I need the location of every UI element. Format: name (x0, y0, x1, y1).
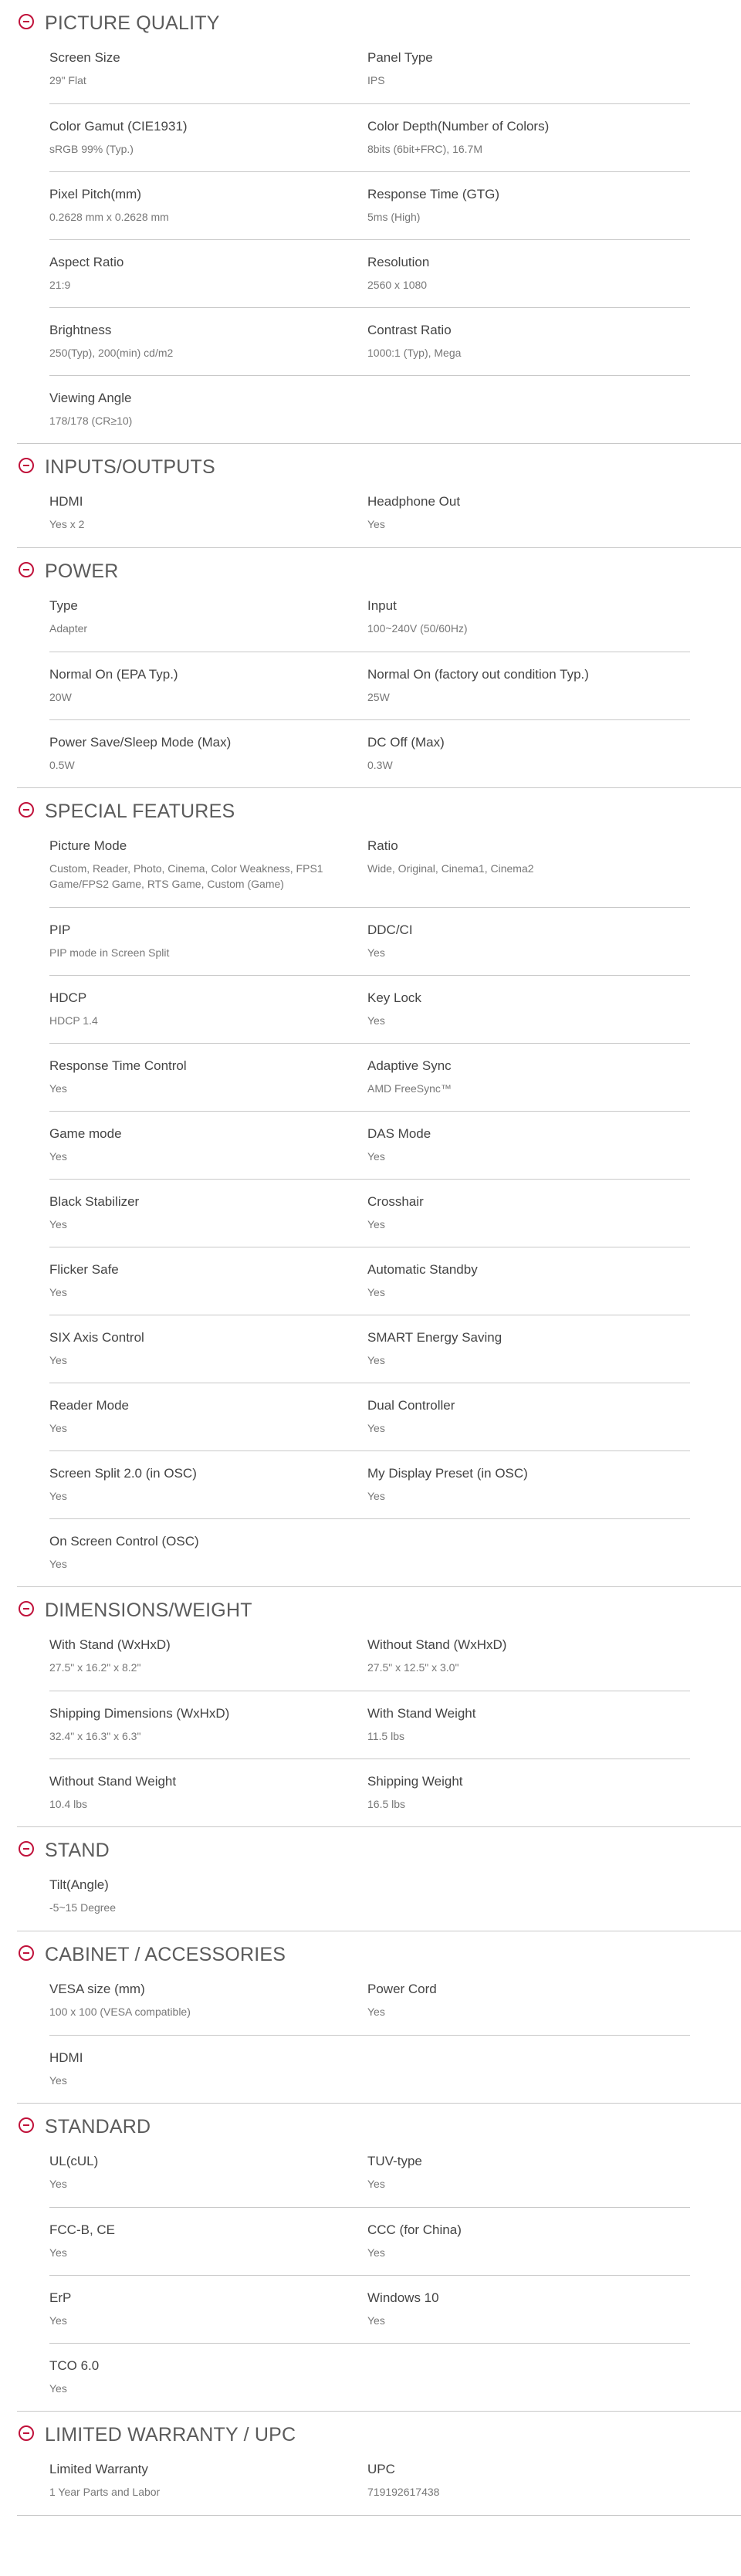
minus-circle-icon[interactable] (19, 1601, 34, 1616)
spec-item (49, 922, 367, 975)
spec-label: Type (49, 598, 78, 613)
spec-row (49, 597, 690, 652)
spec-value: Yes (367, 2006, 385, 2018)
spec-item (49, 2290, 367, 2343)
spec-rows (49, 2461, 690, 2515)
spec-item (49, 734, 367, 787)
spec-value: Wide, Original, Cinema1, Cinema2 (367, 862, 534, 875)
spec-row (49, 2207, 690, 2275)
spec-label: TUV-type (367, 2154, 422, 2168)
spec-item (49, 597, 367, 652)
spec-section (17, 548, 741, 788)
spec-item (49, 1058, 367, 1111)
spec-row (49, 375, 690, 443)
minus-circle-icon[interactable] (19, 2117, 34, 2133)
spec-item (49, 49, 367, 103)
spec-item (367, 2290, 690, 2343)
spec-label: Shipping Dimensions (WxHxD) (49, 1706, 230, 1721)
spec-label: VESA size (mm) (49, 1982, 145, 1996)
spec-item (367, 1705, 690, 1759)
spec-value: 1000:1 (Typ), Mega (367, 347, 462, 359)
spec-value: Yes (49, 1558, 67, 1570)
spec-label: Screen Split 2.0 (in OSC) (49, 1466, 197, 1481)
spec-item (49, 322, 367, 375)
spec-value: 29" Flat (49, 74, 86, 86)
spec-row (49, 1877, 690, 1931)
spec-item (367, 1773, 690, 1826)
spec-label: SMART Energy Saving (367, 1330, 502, 1345)
spec-item (367, 1465, 690, 1518)
spec-item (367, 2153, 690, 2207)
spec-row (49, 1981, 690, 2035)
spec-item (367, 2461, 690, 2515)
spec-row (49, 1315, 690, 1383)
spec-item (49, 1465, 367, 1518)
spec-label: Automatic Standby (367, 1262, 478, 1277)
spec-item (49, 186, 367, 239)
spec-label: Limited Warranty (49, 2462, 148, 2476)
spec-item (49, 1981, 367, 2035)
spec-label: Windows 10 (367, 2290, 439, 2305)
spec-value: 2560 x 1080 (367, 279, 428, 291)
spec-label: Crosshair (367, 1194, 424, 1209)
spec-label: Key Lock (367, 990, 421, 1005)
spec-label: FCC-B, CE (49, 2222, 115, 2237)
spec-item (49, 118, 367, 171)
spec-value: 32.4" x 16.3" x 6.3" (49, 1730, 141, 1742)
section-title: SPECIAL FEATURES (45, 801, 235, 822)
spec-label: HDCP (49, 990, 87, 1005)
spec-item (367, 1637, 690, 1691)
spec-value: Yes (367, 946, 385, 959)
spec-value: 100 x 100 (VESA compatible) (49, 2006, 191, 2018)
spec-value: IPS (367, 74, 385, 86)
section-title: CABINET / ACCESSORIES (45, 1944, 286, 1965)
spec-value: Yes (367, 518, 385, 530)
spec-item (49, 2050, 367, 2103)
spec-value: 27.5" x 12.5" x 3.0" (367, 1661, 459, 1674)
minus-circle-icon[interactable] (19, 14, 34, 29)
spec-item (367, 1397, 690, 1450)
spec-row (49, 1179, 690, 1247)
spec-rows (49, 49, 690, 443)
minus-circle-icon[interactable] (19, 1945, 34, 1961)
spec-label: Flicker Safe (49, 1262, 119, 1277)
spec-item (367, 322, 690, 375)
spec-value: Adapter (49, 622, 88, 635)
spec-row (49, 1691, 690, 1759)
spec-label: Resolution (367, 255, 430, 269)
spec-label: With Stand Weight (367, 1706, 476, 1721)
spec-item (367, 666, 690, 719)
spec-value: 10.4 lbs (49, 1798, 88, 1810)
spec-label: Viewing Angle (49, 391, 132, 405)
spec-label: Normal On (factory out condition Typ.) (367, 667, 589, 682)
spec-row (49, 975, 690, 1043)
spec-value: PIP mode in Screen Split (49, 946, 170, 959)
spec-label: Color Depth(Number of Colors) (367, 119, 550, 134)
spec-label: Reader Mode (49, 1398, 130, 1413)
spec-row (49, 1450, 690, 1518)
minus-circle-icon[interactable] (19, 802, 34, 817)
spec-item (49, 1126, 367, 1179)
spec-item (49, 666, 367, 719)
spec-item (49, 2153, 367, 2207)
section-header[interactable] (17, 548, 741, 597)
spec-rows (49, 2153, 690, 2411)
spec-row (49, 1637, 690, 1691)
spec-label: DC Off (Max) (367, 735, 445, 750)
spec-row (49, 1383, 690, 1450)
spec-item (49, 390, 367, 443)
spec-value: Yes (367, 1354, 385, 1366)
spec-row (49, 907, 690, 975)
spec-label: Without Stand (WxHxD) (367, 1637, 507, 1652)
spec-item (367, 493, 690, 547)
spec-label: With Stand (WxHxD) (49, 1637, 171, 1652)
spec-value: Yes (49, 2314, 67, 2327)
spec-rows (49, 838, 690, 1586)
minus-circle-icon[interactable] (19, 2425, 34, 2441)
spec-value: HDCP 1.4 (49, 1014, 98, 1027)
spec-label: Ratio (367, 838, 398, 853)
spec-rows (49, 1877, 690, 1931)
spec-value: -5~15 Degree (49, 1901, 117, 1914)
spec-label: Aspect Ratio (49, 255, 124, 269)
spec-label: Game mode (49, 1126, 122, 1141)
spec-label: Contrast Ratio (367, 323, 452, 337)
spec-label: DDC/CI (367, 922, 413, 937)
spec-label: Tilt(Angle) (49, 1877, 109, 1892)
spec-label: HDMI (49, 2050, 83, 2065)
spec-item (367, 1126, 690, 1179)
section-title: LIMITED WARRANTY / UPC (45, 2424, 296, 2446)
spec-item (367, 597, 690, 652)
spec-item (49, 1397, 367, 1450)
spec-row (49, 49, 690, 103)
spec-item (49, 1261, 367, 1315)
spec-row (49, 2343, 690, 2411)
spec-value: Yes x 2 (49, 518, 85, 530)
section-title: STANDARD (45, 2116, 151, 2138)
section-title: STAND (45, 1840, 110, 1861)
spec-label: Brightness (49, 323, 112, 337)
spec-label: PIP (49, 922, 71, 937)
spec-item (367, 734, 690, 787)
spec-item (49, 254, 367, 307)
section-header[interactable] (17, 0, 741, 49)
section-header[interactable] (17, 1587, 741, 1637)
section-header[interactable] (17, 788, 741, 838)
spec-row (49, 2461, 690, 2515)
spec-label: Input (367, 598, 397, 613)
spec-row (49, 239, 690, 307)
spec-row (49, 307, 690, 375)
spec-value: Yes (49, 1422, 67, 1434)
spec-value: 250(Typ), 200(min) cd/m2 (49, 347, 174, 359)
section-title: POWER (45, 560, 119, 582)
spec-value: Yes (49, 2382, 67, 2395)
spec-value: Yes (367, 1490, 385, 1502)
spec-rows (49, 493, 690, 547)
section-header[interactable] (17, 1827, 741, 1877)
section-header[interactable] (17, 2104, 741, 2153)
spec-value: Yes (367, 1422, 385, 1434)
spec-row (49, 103, 690, 171)
spec-row (49, 2153, 690, 2207)
spec-value: Yes (367, 2246, 385, 2259)
spec-value: 5ms (High) (367, 211, 421, 223)
spec-value: 0.5W (49, 759, 75, 771)
spec-rows (49, 1637, 690, 1826)
spec-value: 100~240V (50/60Hz) (367, 622, 468, 635)
spec-item (367, 1329, 690, 1383)
spec-rows (49, 1981, 690, 2103)
spec-item (367, 838, 690, 907)
spec-label: HDMI (49, 494, 83, 509)
spec-row (49, 493, 690, 547)
minus-circle-icon[interactable] (19, 562, 34, 577)
spec-value: Yes (49, 2246, 67, 2259)
spec-label: Normal On (EPA Typ.) (49, 667, 178, 682)
section-title: DIMENSIONS/WEIGHT (45, 1599, 252, 1621)
spec-label: Adaptive Sync (367, 1058, 452, 1073)
spec-item (367, 1981, 690, 2035)
spec-value: Custom, Reader, Photo, Cinema, Color Weakness, FPS1 Game/FPS2 Game, RTS Game, Custom (Game) (49, 862, 323, 890)
spec-value: 178/178 (CR≥10) (49, 415, 133, 427)
spec-value: 8bits (6bit+FRC), 16.7M (367, 143, 482, 155)
section-header[interactable] (17, 444, 741, 493)
spec-value: Yes (49, 2178, 67, 2190)
spec-section (17, 1587, 741, 1827)
spec-item (49, 1533, 367, 1586)
spec-row (49, 1518, 690, 1586)
spec-row (49, 719, 690, 787)
spec-item (367, 1058, 690, 1111)
spec-value: 20W (49, 691, 72, 703)
section-title: PICTURE QUALITY (45, 12, 220, 34)
spec-value: Yes (49, 2074, 67, 2087)
spec-item (49, 1705, 367, 1759)
section-header[interactable] (17, 2412, 741, 2461)
spec-row (49, 652, 690, 719)
spec-item (49, 2461, 367, 2515)
spec-value: Yes (49, 1286, 67, 1298)
spec-item (49, 990, 367, 1043)
spec-value: Yes (49, 1354, 67, 1366)
spec-value: 16.5 lbs (367, 1798, 406, 1810)
spec-label: Power Save/Sleep Mode (Max) (49, 735, 232, 750)
spec-item (367, 2222, 690, 2275)
spec-rows (49, 597, 690, 787)
spec-item (367, 254, 690, 307)
spec-item (49, 1773, 367, 1826)
spec-label: Power Cord (367, 1982, 437, 1996)
spec-item (367, 990, 690, 1043)
spec-label: Dual Controller (367, 1398, 455, 1413)
spec-section (17, 788, 741, 1587)
spec-item (49, 2222, 367, 2275)
spec-value: Yes (367, 2178, 385, 2190)
spec-label: CCC (for China) (367, 2222, 462, 2237)
spec-value: Yes (367, 1014, 385, 1027)
spec-section (17, 444, 741, 548)
spec-value: Yes (49, 1082, 67, 1095)
spec-value: 25W (367, 691, 390, 703)
spec-label: Screen Size (49, 50, 120, 65)
spec-value: Yes (49, 1490, 67, 1502)
spec-section (17, 1931, 741, 2104)
spec-item (49, 2358, 367, 2411)
spec-row (49, 1759, 690, 1826)
spec-label: Picture Mode (49, 838, 127, 853)
spec-value: Yes (367, 1218, 385, 1230)
spec-row (49, 1247, 690, 1315)
spec-label: UL(cUL) (49, 2154, 99, 2168)
spec-value: AMD FreeSync™ (367, 1082, 452, 1095)
section-header[interactable] (17, 1931, 741, 1981)
spec-item (367, 49, 690, 103)
spec-row (49, 2275, 690, 2343)
spec-label: Without Stand Weight (49, 1774, 177, 1789)
section-title: INPUTS/OUTPUTS (45, 456, 215, 478)
spec-label: UPC (367, 2462, 395, 2476)
spec-label: Shipping Weight (367, 1774, 463, 1789)
spec-row (49, 2035, 690, 2103)
spec-section (17, 0, 741, 444)
spec-item (49, 838, 367, 907)
spec-value: 21:9 (49, 279, 71, 291)
spec-item (367, 1193, 690, 1247)
spec-item (367, 1261, 690, 1315)
spec-label: On Screen Control (OSC) (49, 1534, 199, 1549)
spec-label: TCO 6.0 (49, 2358, 100, 2373)
spec-value: Yes (367, 1150, 385, 1163)
spec-item (49, 1877, 367, 1931)
spec-label: Response Time (GTG) (367, 187, 499, 201)
spec-value: Yes (367, 2314, 385, 2327)
spec-label: DAS Mode (367, 1126, 431, 1141)
spec-item (49, 493, 367, 547)
spec-value: Yes (49, 1150, 67, 1163)
spec-row (49, 838, 690, 907)
spec-section (17, 1827, 741, 1931)
spec-value: 0.2628 mm x 0.2628 mm (49, 211, 169, 223)
spec-label: Pixel Pitch(mm) (49, 187, 142, 201)
spec-label: Response Time Control (49, 1058, 187, 1073)
spec-section (17, 2104, 741, 2412)
spec-value: Yes (367, 1286, 385, 1298)
spec-value: 1 Year Parts and Labor (49, 2486, 161, 2498)
spec-row (49, 1043, 690, 1111)
spec-value: 27.5" x 16.2" x 8.2" (49, 1661, 141, 1674)
spec-label: Panel Type (367, 50, 433, 65)
spec-item (367, 118, 690, 171)
spec-value: 0.3W (367, 759, 393, 771)
spec-label: ErP (49, 2290, 72, 2305)
spec-item (49, 1329, 367, 1383)
spec-row (49, 171, 690, 239)
spec-item (367, 922, 690, 975)
spec-label: Color Gamut (CIE1931) (49, 119, 188, 134)
spec-value: 719192617438 (367, 2486, 440, 2498)
spec-value: sRGB 99% (Typ.) (49, 143, 134, 155)
spec-label: Headphone Out (367, 494, 461, 509)
spec-row (49, 1111, 690, 1179)
minus-circle-icon[interactable] (19, 458, 34, 473)
spec-item (367, 186, 690, 239)
spec-label: Black Stabilizer (49, 1194, 140, 1209)
spec-label: My Display Preset (in OSC) (367, 1466, 528, 1481)
spec-label: SIX Axis Control (49, 1330, 144, 1345)
spec-value: 11.5 lbs (367, 1730, 404, 1742)
spec-value: Yes (49, 1218, 67, 1230)
spec-item (49, 1637, 367, 1691)
minus-circle-icon[interactable] (19, 1841, 34, 1857)
spec-section (17, 2412, 741, 2516)
spec-item (49, 1193, 367, 1247)
